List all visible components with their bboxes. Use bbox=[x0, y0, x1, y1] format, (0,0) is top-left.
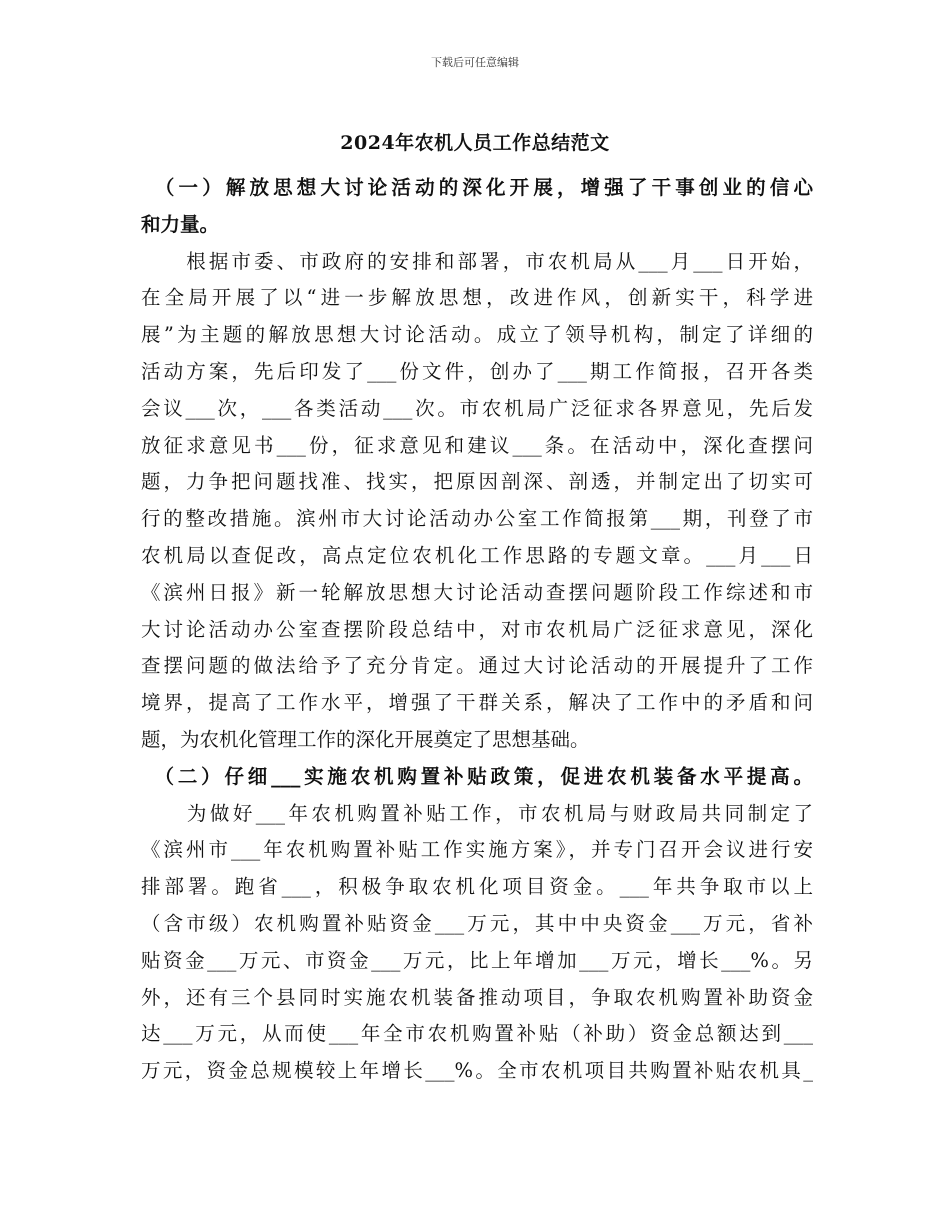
paragraph-line: 查摆问题的做法给予了充分肯定。通过大讨论活动的开展提升了工作 bbox=[141, 654, 813, 678]
document-body bbox=[141, 170, 813, 1090]
page-header: 下载后可任意编辑 bbox=[431, 56, 519, 69]
paragraph-line: 境界，提高了工作水平，增强了干群关系，解决了工作中的矛盾和问 bbox=[141, 691, 813, 715]
paragraph-line: 为做好___年农机购置补贴工作，市农机局与财政局共同制定了 bbox=[141, 801, 813, 825]
section-heading-line: （一）解放思想大讨论活动的深化开展，增强了干事创业的信心 bbox=[141, 176, 813, 199]
paragraph-line: 题，力争把问题找准、找实，把原因剖深、剖透，并制定出了切实可 bbox=[141, 470, 813, 494]
paragraph-line: 达___万元，从而使___年全市农机购置补贴（补助）资金总额达到___ bbox=[141, 1022, 813, 1046]
paragraph-line: 行的整改措施。滨州市大讨论活动办公室工作简报第___期，刊登了市 bbox=[141, 507, 813, 531]
paragraph-line: 活动方案，先后印发了___份文件，创办了___期工作简报，召开各类 bbox=[141, 359, 813, 383]
paragraph-line: （含市级）农机购置补贴资金___万元，其中中央资金___万元，省补 bbox=[141, 911, 813, 935]
paragraph-line: 放征求意见书___份，征求意见和建议___条。在活动中，深化查摆问 bbox=[141, 433, 813, 457]
paragraph-line: 展”为主题的解放思想大讨论活动。成立了领导机构，制定了详细的 bbox=[141, 323, 813, 347]
paragraph-line: 根据市委、市政府的安排和部署，市农机局从___月___日开始， bbox=[141, 249, 813, 273]
paragraph-line: 万元，资金总规模较上年增长___%。全市农机项目共购置补贴农机具_ bbox=[141, 1059, 813, 1083]
paragraph-line: 大讨论活动办公室查摆阶段总结中，对市农机局广泛征求意见，深化 bbox=[141, 617, 813, 641]
paragraph-line: 会议___次，___各类活动___次。市农机局广泛征求各界意见，先后发 bbox=[141, 396, 813, 420]
paragraph-line: 排部署。跑省___，积极争取农机化项目资金。___年共争取市以上 bbox=[141, 875, 813, 899]
section-heading-line: （二）仔细___实施农机购置补贴政策，促进农机装备水平提高。 bbox=[141, 764, 813, 788]
document-title: 2024年农机人员工作总结范文 bbox=[340, 132, 610, 154]
paragraph-line: 题，为农机化管理工作的深化开展奠定了思想基础。 bbox=[141, 727, 590, 751]
paragraph-line: 贴资金___万元、市资金___万元，比上年增加___万元，增长___%。另 bbox=[141, 948, 813, 972]
paragraph-line: 在全局开展了以“进一步解放思想，改进作风，创新实干，科学进 bbox=[141, 286, 813, 310]
paragraph-line: 外，还有三个县同时实施农机装备推动项目，争取农机购置补助资金 bbox=[141, 985, 813, 1009]
paragraph-line: 《滨州日报》新一轮解放思想大讨论活动查摆问题阶段工作综述和市 bbox=[141, 580, 813, 604]
paragraph-line: 农机局以查促改，高点定位农机化工作思路的专题文章。___月___日 bbox=[141, 543, 813, 567]
section-heading-line: 和力量。 bbox=[141, 212, 220, 236]
paragraph-line: 《滨州市___年农机购置补贴工作实施方案》，并专门召开会议进行安 bbox=[141, 838, 813, 862]
